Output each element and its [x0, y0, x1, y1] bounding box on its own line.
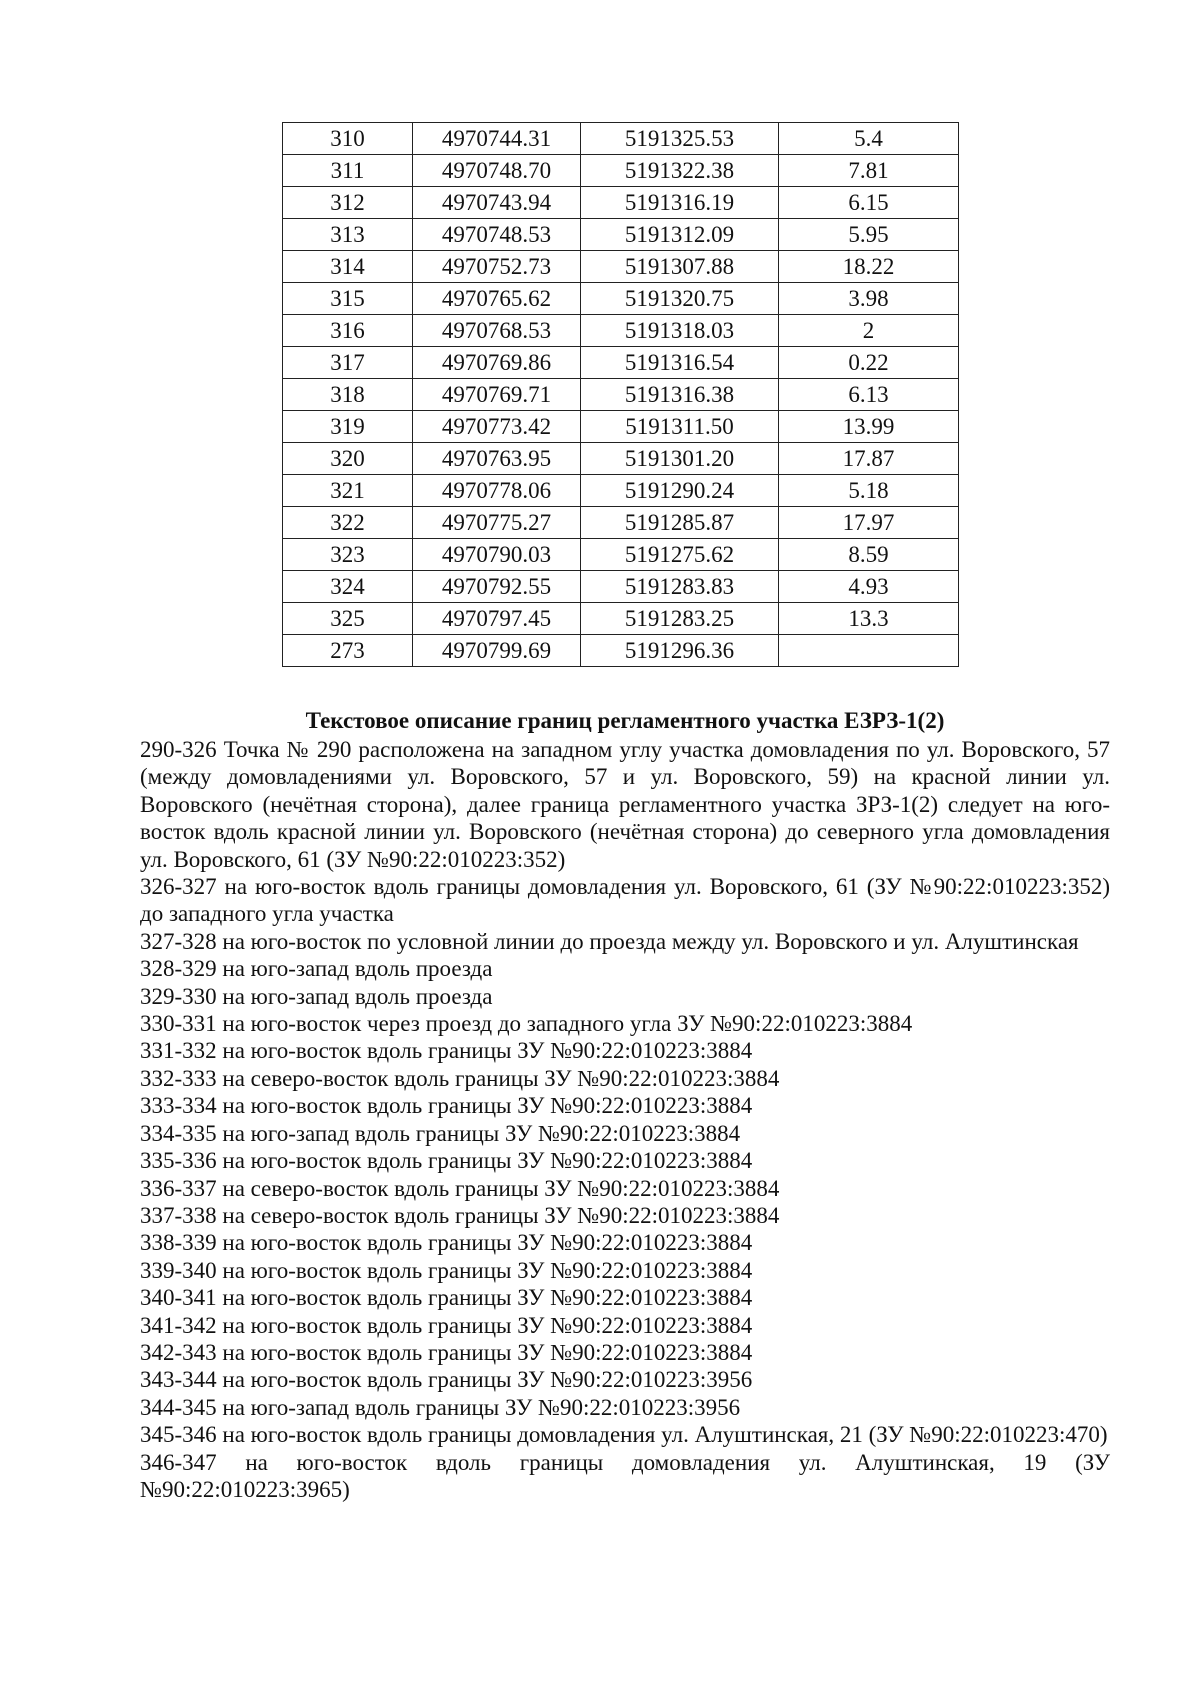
- boundary-segment-paragraph: 342-343 на юго-восток вдоль границы ЗУ №90:22:010223:3884: [140, 1339, 753, 1365]
- distance-cell: 5.18: [779, 475, 959, 507]
- y-coordinate-cell: 5191316.19: [581, 187, 779, 219]
- distance-cell: 13.99: [779, 411, 959, 443]
- table-row: [283, 219, 959, 251]
- boundary-segment-paragraph: 333-334 на юго-восток вдоль границы ЗУ №90:22:010223:3884: [140, 1093, 753, 1119]
- boundary-segment-paragraph: 331-332 на юго-восток вдоль границы ЗУ №90:22:010223:3884: [140, 1038, 753, 1064]
- point-number-cell: 318: [283, 379, 413, 411]
- distance-cell: 18.22: [779, 251, 959, 283]
- x-coordinate-cell: 4970752.73: [413, 251, 581, 283]
- point-number-cell: 315: [283, 283, 413, 315]
- x-coordinate-cell: 4970744.31: [413, 123, 581, 155]
- coordinates-table-body: [283, 123, 959, 667]
- point-number-cell: 310: [283, 123, 413, 155]
- point-number-cell: 273: [283, 635, 413, 667]
- table-row: [283, 283, 959, 315]
- point-number-cell: 321: [283, 475, 413, 507]
- point-number-cell: 317: [283, 347, 413, 379]
- y-coordinate-cell: 5191307.88: [581, 251, 779, 283]
- x-coordinate-cell: 4970748.53: [413, 219, 581, 251]
- distance-cell: 0.22: [779, 347, 959, 379]
- section-title: Текстовое описание границ регламентного участка ЕЗРЗ-1(2): [305, 708, 945, 733]
- table-row: [283, 443, 959, 475]
- x-coordinate-cell: 4970790.03: [413, 539, 581, 571]
- table-row: [283, 571, 959, 603]
- distance-cell: 4.93: [779, 571, 959, 603]
- y-coordinate-cell: 5191316.38: [581, 379, 779, 411]
- point-number-cell: 311: [283, 155, 413, 187]
- y-coordinate-cell: 5191320.75: [581, 283, 779, 315]
- x-coordinate-cell: 4970799.69: [413, 635, 581, 667]
- y-coordinate-cell: 5191285.87: [581, 507, 779, 539]
- point-number-cell: 323: [283, 539, 413, 571]
- distance-cell: 3.98: [779, 283, 959, 315]
- y-coordinate-cell: 5191283.83: [581, 571, 779, 603]
- x-coordinate-cell: 4970773.42: [413, 411, 581, 443]
- boundary-segment-paragraph: 328-329 на юго-запад вдоль проезда: [140, 956, 493, 982]
- table-row: [283, 155, 959, 187]
- distance-cell: 5.4: [779, 123, 959, 155]
- boundary-segment-paragraph: 340-341 на юго-восток вдоль границы ЗУ №90:22:010223:3884: [140, 1285, 753, 1311]
- distance-cell: 5.95: [779, 219, 959, 251]
- point-number-cell: 313: [283, 219, 413, 251]
- table-row: [283, 507, 959, 539]
- y-coordinate-cell: 5191275.62: [581, 539, 779, 571]
- y-coordinate-cell: 5191322.38: [581, 155, 779, 187]
- point-number-cell: 319: [283, 411, 413, 443]
- distance-cell: 6.15: [779, 187, 959, 219]
- boundary-segment-paragraph: 337-338 на северо-восток вдоль границы ЗУ №90:22:010223:3884: [140, 1202, 780, 1228]
- y-coordinate-cell: 5191290.24: [581, 475, 779, 507]
- y-coordinate-cell: 5191316.54: [581, 347, 779, 379]
- x-coordinate-cell: 4970769.71: [413, 379, 581, 411]
- boundary-segment-paragraph: 336-337 на северо-восток вдоль границы ЗУ №90:22:010223:3884: [140, 1175, 780, 1201]
- x-coordinate-cell: 4970792.55: [413, 571, 581, 603]
- distance-cell: 2: [779, 315, 959, 347]
- x-coordinate-cell: 4970768.53: [413, 315, 581, 347]
- point-number-cell: 325: [283, 603, 413, 635]
- boundary-segment-paragraph: 327-328 на юго-восток по условной линии до проезда между ул. Воровского и ул. Алуштинская: [140, 928, 1079, 954]
- boundary-segment-paragraph: 335-336 на юго-восток вдоль границы ЗУ №90:22:010223:3884: [140, 1148, 753, 1174]
- table-row: [283, 539, 959, 571]
- boundary-segment-paragraph: 329-330 на юго-запад вдоль проезда: [140, 983, 493, 1009]
- point-number-cell: 322: [283, 507, 413, 539]
- point-number-cell: 314: [283, 251, 413, 283]
- x-coordinate-cell: 4970743.94: [413, 187, 581, 219]
- table-row: [283, 635, 959, 667]
- table-row: [283, 347, 959, 379]
- distance-cell: 7.81: [779, 155, 959, 187]
- y-coordinate-cell: 5191311.50: [581, 411, 779, 443]
- boundary-segment-paragraph: 339-340 на юго-восток вдоль границы ЗУ №90:22:010223:3884: [140, 1257, 753, 1283]
- table-row: [283, 475, 959, 507]
- point-number-cell: 324: [283, 571, 413, 603]
- table-row: [283, 187, 959, 219]
- distance-cell: 6.13: [779, 379, 959, 411]
- boundary-segment-paragraph: 332-333 на северо-восток вдоль границы ЗУ №90:22:010223:3884: [140, 1065, 780, 1091]
- boundary-segment-paragraph: 346-347 на юго-восток вдоль границы домовладения ул. Алуштинская, 19 (ЗУ №90:22:010223:3965): [140, 1449, 1110, 1502]
- boundary-segment-paragraph: 290-326 Точка № 290 расположена на западном углу участка домовладения по ул. Воровского, 57 (между домовладениями ул. Воровского, 57 и ул. Воровского, 59) на красной линии ул. Воровского (нечётная сторона), далее граница регламентного участка ЗРЗ-1(2) следует на юго-восток вдоль красной линии ул. Воровского (нечётная сторона) до северного угла домовладения ул. Воровского, 61 (ЗУ №90:22:010223:352): [140, 737, 1110, 872]
- y-coordinate-cell: 5191325.53: [581, 123, 779, 155]
- boundary-segment-paragraph: 345-346 на юго-восток вдоль границы домовладения ул. Алуштинская, 21 (ЗУ №90:22:010223:470): [140, 1422, 1108, 1448]
- distance-cell: [779, 635, 959, 667]
- x-coordinate-cell: 4970775.27: [413, 507, 581, 539]
- coordinates-table: [282, 122, 959, 667]
- table-row: [283, 251, 959, 283]
- table-row: [283, 379, 959, 411]
- x-coordinate-cell: 4970769.86: [413, 347, 581, 379]
- boundary-segment-paragraph: 338-339 на юго-восток вдоль границы ЗУ №90:22:010223:3884: [140, 1230, 753, 1256]
- boundary-segment-paragraph: 326-327 на юго-восток вдоль границы домовладения ул. Воровского, 61 (ЗУ №90:22:010223:352) до западного угла участка: [140, 874, 1110, 927]
- boundary-segment-paragraph: 341-342 на юго-восток вдоль границы ЗУ №90:22:010223:3884: [140, 1312, 753, 1338]
- distance-cell: 13.3: [779, 603, 959, 635]
- table-row: [283, 603, 959, 635]
- boundary-segment-paragraph: 344-345 на юго-запад вдоль границы ЗУ №90:22:010223:3956: [140, 1394, 741, 1420]
- distance-cell: 17.87: [779, 443, 959, 475]
- table-row: [283, 315, 959, 347]
- point-number-cell: 312: [283, 187, 413, 219]
- distance-cell: 17.97: [779, 507, 959, 539]
- table-row: [283, 123, 959, 155]
- boundary-description: [140, 736, 1110, 1503]
- x-coordinate-cell: 4970763.95: [413, 443, 581, 475]
- point-number-cell: 316: [283, 315, 413, 347]
- y-coordinate-cell: 5191318.03: [581, 315, 779, 347]
- boundary-segment-paragraph: 334-335 на юго-запад вдоль границы ЗУ №90:22:010223:3884: [140, 1120, 741, 1146]
- x-coordinate-cell: 4970797.45: [413, 603, 581, 635]
- boundary-segment-paragraph: 330-331 на юго-восток через проезд до западного угла ЗУ №90:22:010223:3884: [140, 1011, 913, 1037]
- x-coordinate-cell: 4970765.62: [413, 283, 581, 315]
- x-coordinate-cell: 4970778.06: [413, 475, 581, 507]
- y-coordinate-cell: 5191301.20: [581, 443, 779, 475]
- x-coordinate-cell: 4970748.70: [413, 155, 581, 187]
- table-row: [283, 411, 959, 443]
- boundary-segment-paragraph: 343-344 на юго-восток вдоль границы ЗУ №90:22:010223:3956: [140, 1367, 753, 1393]
- y-coordinate-cell: 5191283.25: [581, 603, 779, 635]
- y-coordinate-cell: 5191296.36: [581, 635, 779, 667]
- distance-cell: 8.59: [779, 539, 959, 571]
- y-coordinate-cell: 5191312.09: [581, 219, 779, 251]
- point-number-cell: 320: [283, 443, 413, 475]
